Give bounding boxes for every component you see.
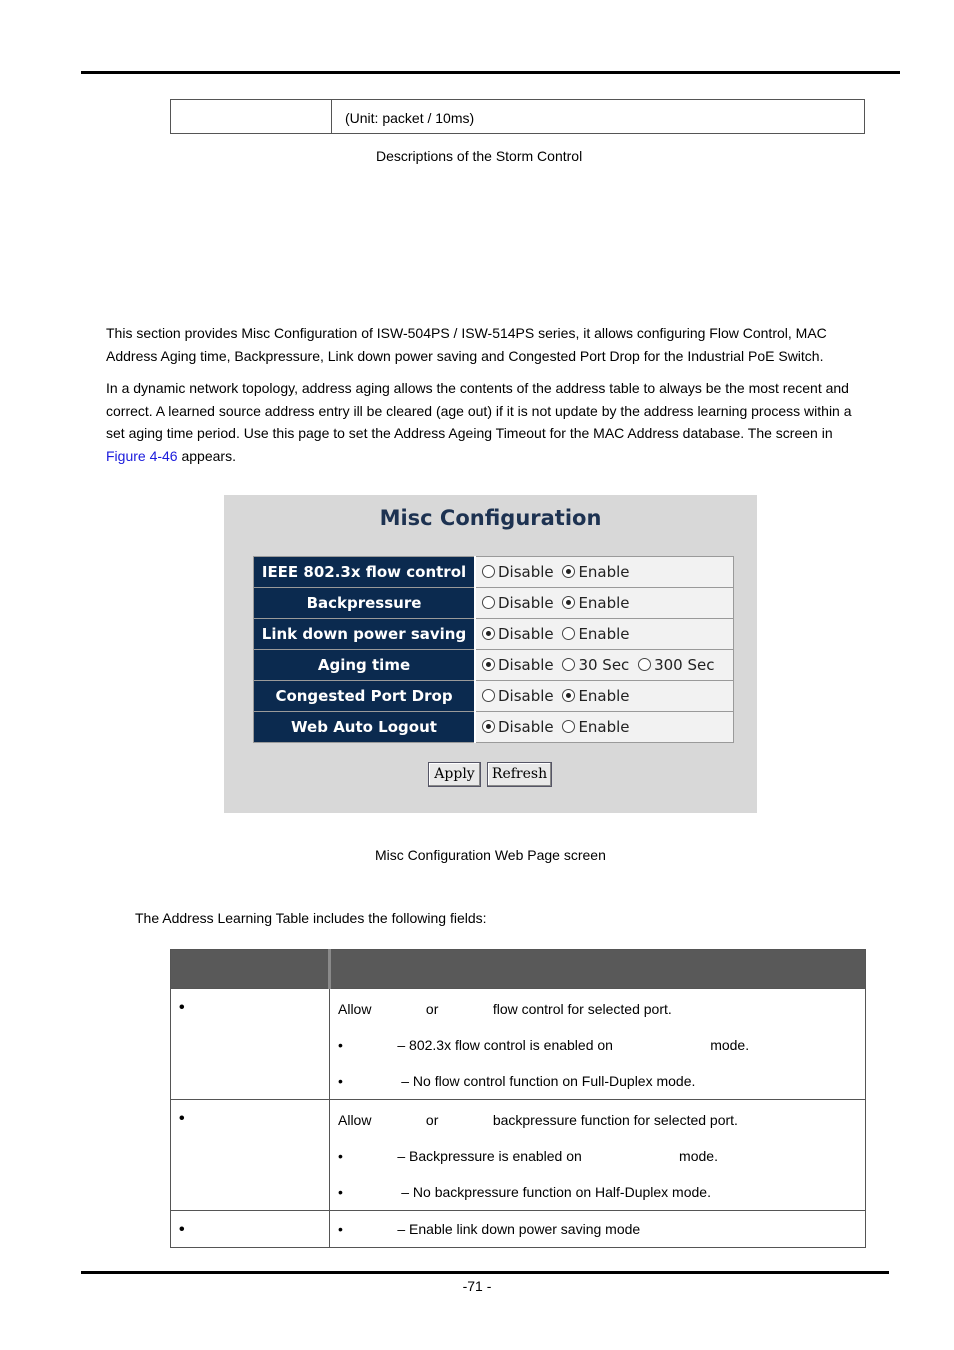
- bullet-icon: •: [338, 1037, 343, 1053]
- config-row-flow-control: IEEE 802.3x flow control Disable Enable: [254, 557, 734, 588]
- misc-config-table: [253, 556, 734, 743]
- storm-control-caption: Descriptions of the Storm Control: [376, 148, 583, 164]
- header-cell-description: [330, 950, 866, 989]
- radio-auto-logout-enable[interactable]: [562, 720, 575, 733]
- row-label: Congested Port Drop: [254, 681, 476, 712]
- bullet-icon: •: [338, 1148, 343, 1164]
- config-row-web-auto-logout: Web Auto Logout Disable Enable: [254, 712, 734, 743]
- panel-title: Misc Configuration: [379, 506, 602, 530]
- storm-control-table: [170, 99, 865, 134]
- bullet-icon: •: [179, 1221, 185, 1238]
- table-row: [171, 100, 865, 134]
- radio-flow-control-enable[interactable]: [562, 565, 575, 578]
- figure-link[interactable]: Figure 4-46: [106, 447, 178, 464]
- apply-button[interactable]: Apply: [428, 762, 481, 787]
- config-row-aging-time: Aging time Disable 30 Sec 300 Sec: [254, 650, 734, 681]
- row-label: Link down power saving: [254, 619, 476, 650]
- bullet-icon: •: [338, 1184, 343, 1200]
- footer-rule: [81, 1271, 889, 1274]
- refresh-button[interactable]: Refresh: [487, 762, 552, 787]
- bullet-icon: •: [338, 1073, 343, 1089]
- table-row: • • – Enable link down power saving mode: [171, 1211, 866, 1248]
- bullet-icon: •: [179, 999, 185, 1016]
- config-row-link-down-power-saving: Link down power saving Disable Enable: [254, 619, 734, 650]
- config-row-congested-port-drop: Congested Port Drop Disable Enable: [254, 681, 734, 712]
- radio-power-saving-disable[interactable]: [482, 627, 495, 640]
- page-number: -71 -: [462, 1278, 492, 1294]
- radio-auto-logout-disable[interactable]: [482, 720, 495, 733]
- table-row: • Allow or backpressure function for selected port. • – Backpressure is enabled on mode. • – No backpressure function on Half-Duplex mode.: [171, 1100, 866, 1211]
- radio-port-drop-disable[interactable]: [482, 689, 495, 702]
- table-row: • Allow or flow control for selected port. • – 802.3x flow control is enabled on mode. • – No flow control function on Full-Duplex mode.: [171, 989, 866, 1100]
- radio-backpressure-enable[interactable]: [562, 596, 575, 609]
- fields-intro: The Address Learning Table includes the following fields:: [135, 910, 487, 926]
- fields-table: [170, 949, 866, 1248]
- radio-power-saving-enable[interactable]: [562, 627, 575, 640]
- misc-configuration-panel: [224, 495, 757, 813]
- unit-cell: (Unit: packet / 10ms): [332, 100, 865, 134]
- row-label: Web Auto Logout: [254, 712, 476, 743]
- radio-backpressure-disable[interactable]: [482, 596, 495, 609]
- radio-aging-30-sec[interactable]: [562, 658, 575, 671]
- misc-config-caption: Misc Configuration Web Page screen: [375, 847, 606, 863]
- bullet-icon: •: [338, 1221, 343, 1237]
- row-label: Backpressure: [254, 588, 476, 619]
- header-rule: [81, 71, 900, 74]
- row-label: Aging time: [254, 650, 476, 681]
- table-header-row: [171, 950, 866, 989]
- intro-paragraph: This section provides Misc Configuration of ISW-504PS / ISW-514PS series, it allows configuring Flow Control, MAC Address Aging time, Backpressure, Link down power saving and Congested Port Drop for the Industrial PoE Switch.: [106, 325, 827, 364]
- config-row-backpressure: Backpressure Disable Enable: [254, 588, 734, 619]
- radio-port-drop-enable[interactable]: [562, 689, 575, 702]
- radio-aging-disable[interactable]: [482, 658, 495, 671]
- radio-aging-300-sec[interactable]: [638, 658, 651, 671]
- aging-paragraph: In a dynamic network topology, address aging allows the contents of the address table to always be the most recent and correct. A learned source address entry ill be cleared (age out) if it is not update by the address learning process within a set aging time period. Use this page to set the Address Ageing Timeout for the MAC Address database. The screen in Figure 4-46 appears.: [106, 380, 852, 464]
- bullet-icon: •: [179, 1110, 185, 1127]
- row-label: IEEE 802.3x flow control: [254, 557, 476, 588]
- header-cell-object: [171, 950, 330, 989]
- radio-flow-control-disable[interactable]: [482, 565, 495, 578]
